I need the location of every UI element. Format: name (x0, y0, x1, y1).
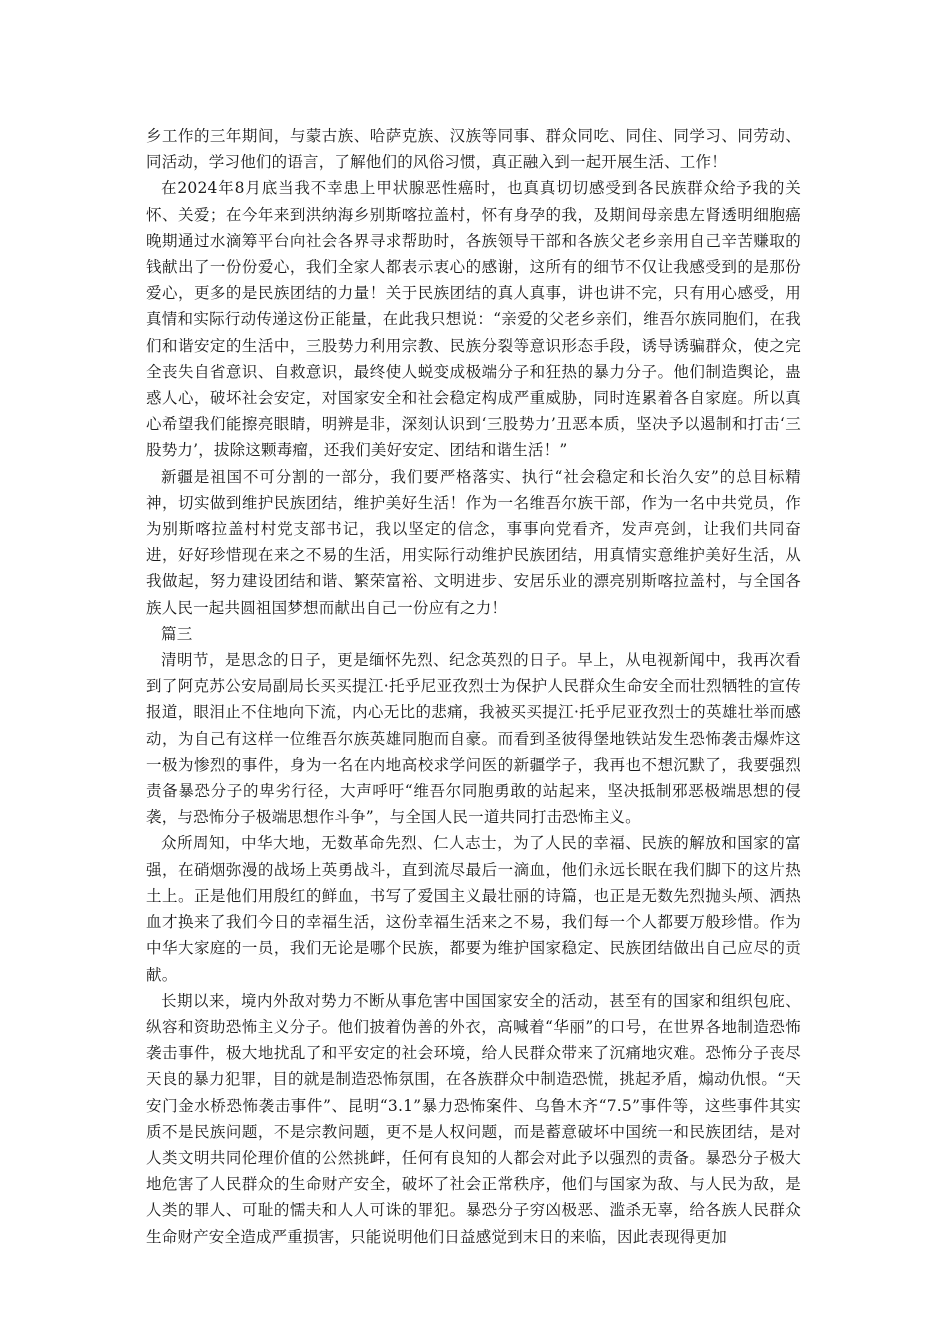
paragraph-4: 清明节，是思念的日子，更是缅怀先烈、纪念英烈的日子。早上，从电视新闻中，我再次看到了阿克苏公安局副局长买买提江·托乎尼亚孜烈士为保护人民群众生命安全而壮烈牺牲的宣传报道，眼泪止不住地向下流，内心无比的悲痛，我被买买提江·托乎尼亚孜烈士的英雄壮举而感动，为自己有这样一位维吾尔族英雄同胞而自豪。而看到圣彼得堡地铁站发生恐怖袭击爆炸这一极为惨烈的事件，身为一名在内地高校求学问医的新疆学子，我再也不想沉默了，我要强烈责备暴恐分子的卑劣行径，大声呼吁“维吾尔同胞勇敢的站起来，坚决抵制邪恶极端思想的侵袭，与恐怖分子极端思想作斗争”，与全国人民一道共同打击恐怖主义。 (146, 651, 801, 827)
paragraph-3: 新疆是祖国不可分割的一部分，我们要严格落实、执行“社会稳定和长治久安”的总目标精神，切实做到维护民族团结，维护美好生活！作为一名维吾尔族干部，作为一名中共党员，作为别斯喀拉盖村村党支部书记，我以坚定的信念，事事向党看齐，发声亮剑，让我们共同奋进，好好珍惜现在来之不易的生活，用实际行动维护民族团结，用真情实意维护美好生活，从我做起，努力建设团结和谐、繁荣富裕、文明进步、安居乐业的漂亮别斯喀拉盖村，与全国各族人民一起共圆祖国梦想而献出自己一份应有之力！ (146, 467, 801, 617)
paragraph-5: 众所周知，中华大地，无数革命先烈、仁人志士，为了人民的幸福、民族的解放和国家的富强，在硝烟弥漫的战场上英勇战斗，直到流尽最后一滴血，他们永远长眠在我们脚下的这片热土上。正是他们用殷红的鲜血，书写了爱国主义最壮丽的诗篇，也正是无数先烈抛头颅、洒热血才换来了我们今日的幸福生活，这份幸福生活来之不易，我们每一个人都要万般珍惜。作为中华大家庭的一员，我们无论是哪个民族，都要为维护国家稳定、民族团结做出自己应尽的贡献。 (146, 834, 801, 984)
section-heading: 篇三 (161, 624, 193, 643)
paragraph-2: 在2024年8月底当我不幸患上甲状腺恶性癌时，也真真切切感受到各民族群众给予我的关怀、关爱；在今年来到洪纳海乡别斯喀拉盖村，怀有身孕的我，及期间母亲患左肾透明细胞癌晚期通过水滴筹平台向社会各界寻求帮助时，各族领导干部和各族父老乡亲用自己辛苦赚取的钱献出了一份份爱心，我们全家人都表示衷心的感谢，这所有的细节不仅让我感受到的是那份爱心，更多的是民族团结的力量！关于民族团结的真人真事，讲也讲不完，只有用心感受，用真情和实际行动传递这份正能量，在此我只想说：“亲爱的父老乡亲们，维吾尔族同胞们，在我们和谐安定的生活中，三股势力利用宗教、民族分裂等意识形态手段，诱导诱骗群众，使之完全丧失自省意识、自救意识，最终使人蜕变成极端分子和狂热的暴力分子。他们制造舆论，蛊惑人心，破坏社会安定，对国家安全和社会稳定构成严重威胁，同时连累着各自家庭。所以真心希望我们能擦亮眼睛，明辨是非，深刻认识到‘三股势力’丑恶本质，坚决予以遏制和打击‘三股势力’，拔除这颗毒瘤，还我们美好安定、团结和谐生活！” (146, 179, 801, 460)
paragraph-1: 乡工作的三年期间，与蒙古族、哈萨克族、汉族等同事、群众同吃、同住、同学习、同劳动、同活动，学习他们的语言，了解他们的风俗习惯，真正融入到一起开展生活、工作！ (146, 127, 801, 172)
document-body (146, 123, 801, 1250)
paragraph-6: 长期以来，境内外敌对势力不断从事危害中国国家安全的活动，甚至有的国家和组织包庇、纵容和资助恐怖主义分子。他们披着伪善的外衣，高喊着“华丽”的口号，在世界各地制造恐怖袭击事件，极大地扰乱了和平安定的社会环境，给人民群众带来了沉痛地灾难。恐怖分子丧尽天良的暴力犯罪，目的就是制造恐怖氛围，在各族群众中制造恐慌，挑起矛盾，煽动仇恨。“天安门金水桥恐怖袭击事件”、昆明“3.1”暴力恐怖案件、乌鲁木齐“7.5”事件等，这些事件其实质不是民族问题，不是宗教问题，更不是人权问题，而是蓄意破坏中国统一和民族团结，是对人类文明共同伦理价值的公然挑衅，任何有良知的人都会对此予以强烈的责备。暴恐分子极大地危害了人民群众的生命财产安全，破坏了社会正常秩序，他们与国家为敌、与人民为敌，是人类的罪人、可耻的懦夫和人人可诛的罪犯。暴恐分子穷凶极恶、滥杀无辜，给各族人民群众生命财产安全造成严重损害，只能说明他们日益感觉到末日的来临，因此表现得更加 (146, 991, 801, 1246)
